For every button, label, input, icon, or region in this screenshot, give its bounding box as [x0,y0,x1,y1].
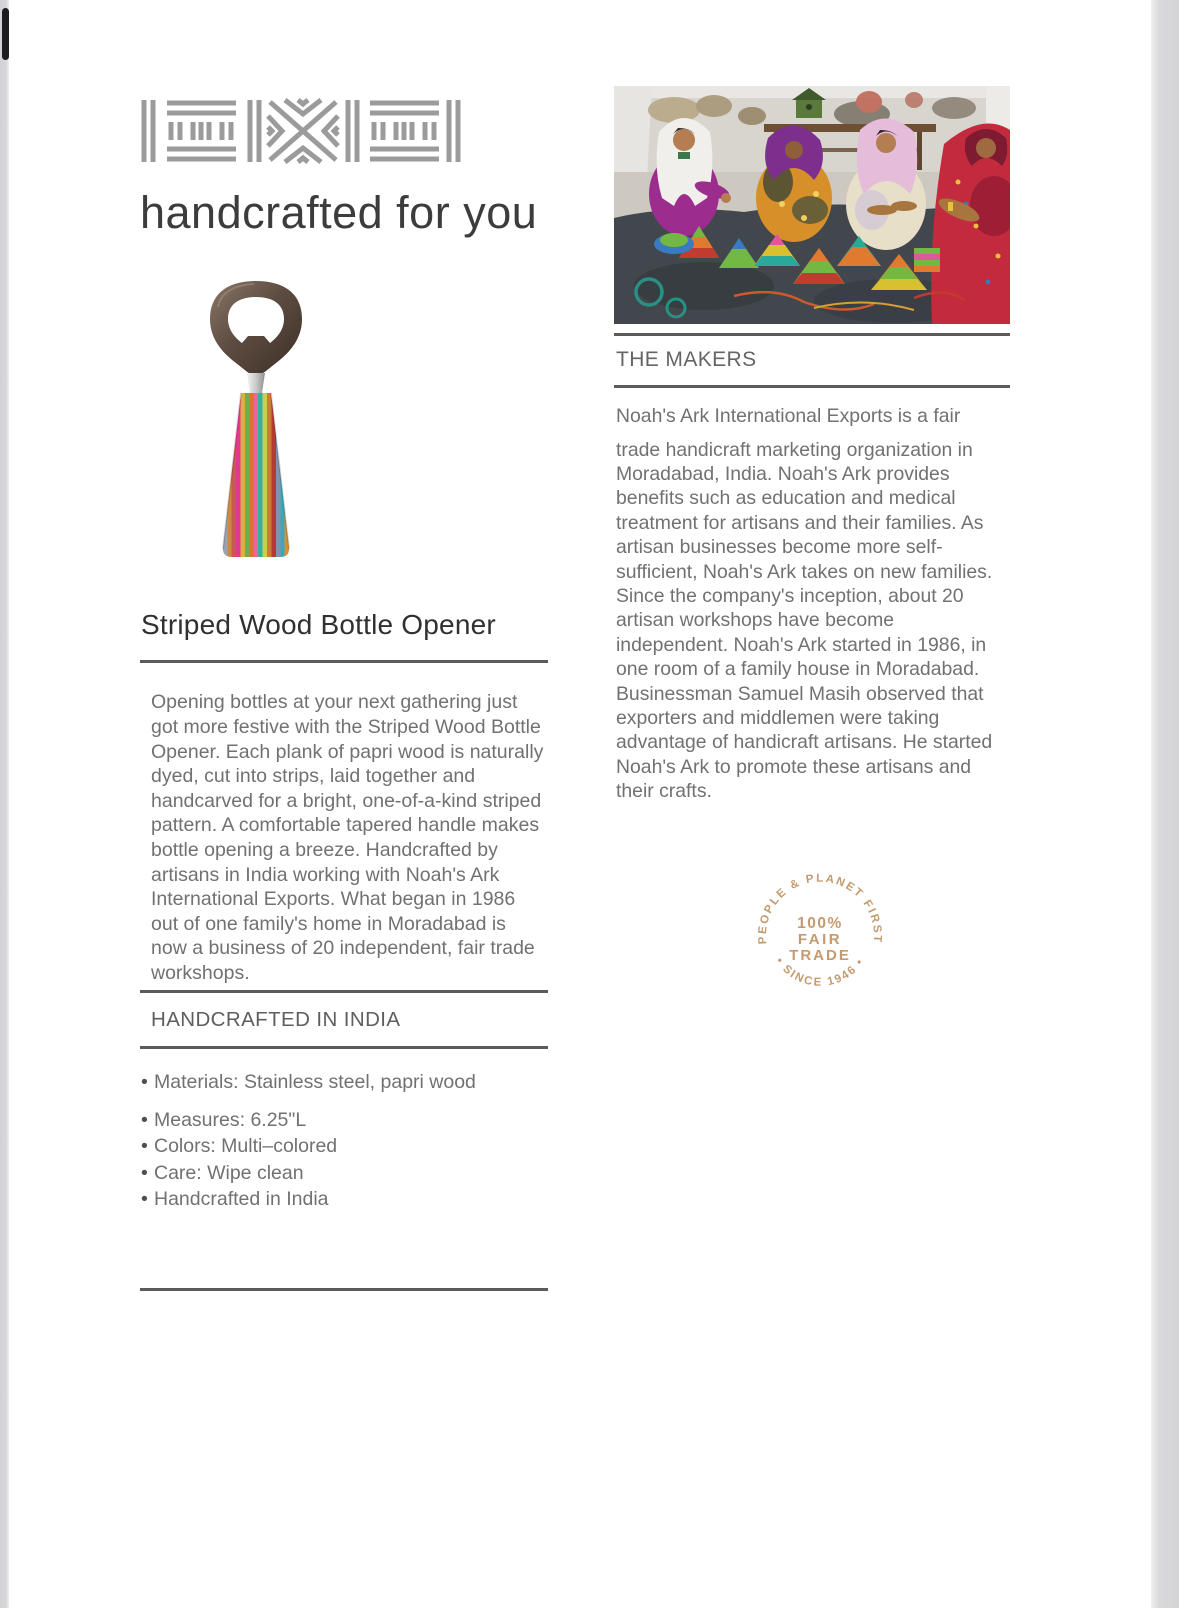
product-image-bottle-opener [196,277,318,563]
makers-body-text: trade handicraft marketing organization in Moradabad, India. Noah's Ark provides benefits such as education and medical treatment for artisans and their families. As artisan businesses become more self-sufficient, Noah's Ark takes on new families. Since the company's inception, about 20 artisan workshops have become independent. Noah's Ark started in 1986, in one room of a family house in Moradabad. Businessman Samuel Masih observed that exporters and middlemen were taking advantage of handicraft artisans. He started Noah's Ark to promote these artisans and their crafts. [616,438,993,803]
origin-heading: HANDCRAFTED IN INDIA [151,1008,401,1032]
badge-center-line1: 100% [797,914,843,932]
makers-intro-line: Noah's Ark International Exports is a fair [616,405,961,428]
divider [140,990,548,993]
divider [140,1288,548,1291]
list-item: • Colors: Multi–colored [141,1134,548,1159]
right-column [614,86,1010,1004]
badge-center-line2: FAIR [797,930,843,948]
badge-bottom-text: • SINCE 1946 • [773,955,867,989]
page-edge-left [0,0,9,1608]
list-item: • Handcrafted in India [141,1187,548,1212]
divider [140,1046,548,1049]
product-details-list [141,1070,548,1212]
divider [614,385,1010,388]
left-column [140,96,548,1291]
product-title: Striped Wood Bottle Opener [141,608,496,640]
makers-heading: THE MAKERS [616,348,757,371]
brand-wordmark: handcrafted for you [140,187,538,238]
badge-center-line3: TRADE [789,946,851,964]
scrollbar-thumb[interactable] [2,8,9,60]
divider [140,660,548,663]
badge-top-text: PEOPLE & PLANET FIRST [756,872,884,945]
page-edge-right [1151,0,1179,1608]
fair-trade-badge-icon [750,864,890,1004]
list-item: • Materials: Stainless steel, papri wood [141,1070,548,1095]
list-item: • Care: Wipe clean [141,1161,548,1186]
list-item: • Measures: 6.25"L [141,1108,548,1133]
divider [614,333,1010,336]
brand-logo-icon [140,96,462,166]
makers-photo [614,86,1010,324]
product-description: Opening bottles at your next gathering just got more festive with the Striped Wood Bottle Opener. Each plank of papri wood is naturally dyed, cut into strips, laid together and handcarved for a bright, one-of-a-kind striped pattern. A comfortable tapered handle makes bottle opening a breeze. Handcrafted by artisans in India working with Noah's Ark International Exports. What began in 1986 out of one family's home in Moradabad is now a business of 20 independent, fair trade workshops. [151,691,544,984]
